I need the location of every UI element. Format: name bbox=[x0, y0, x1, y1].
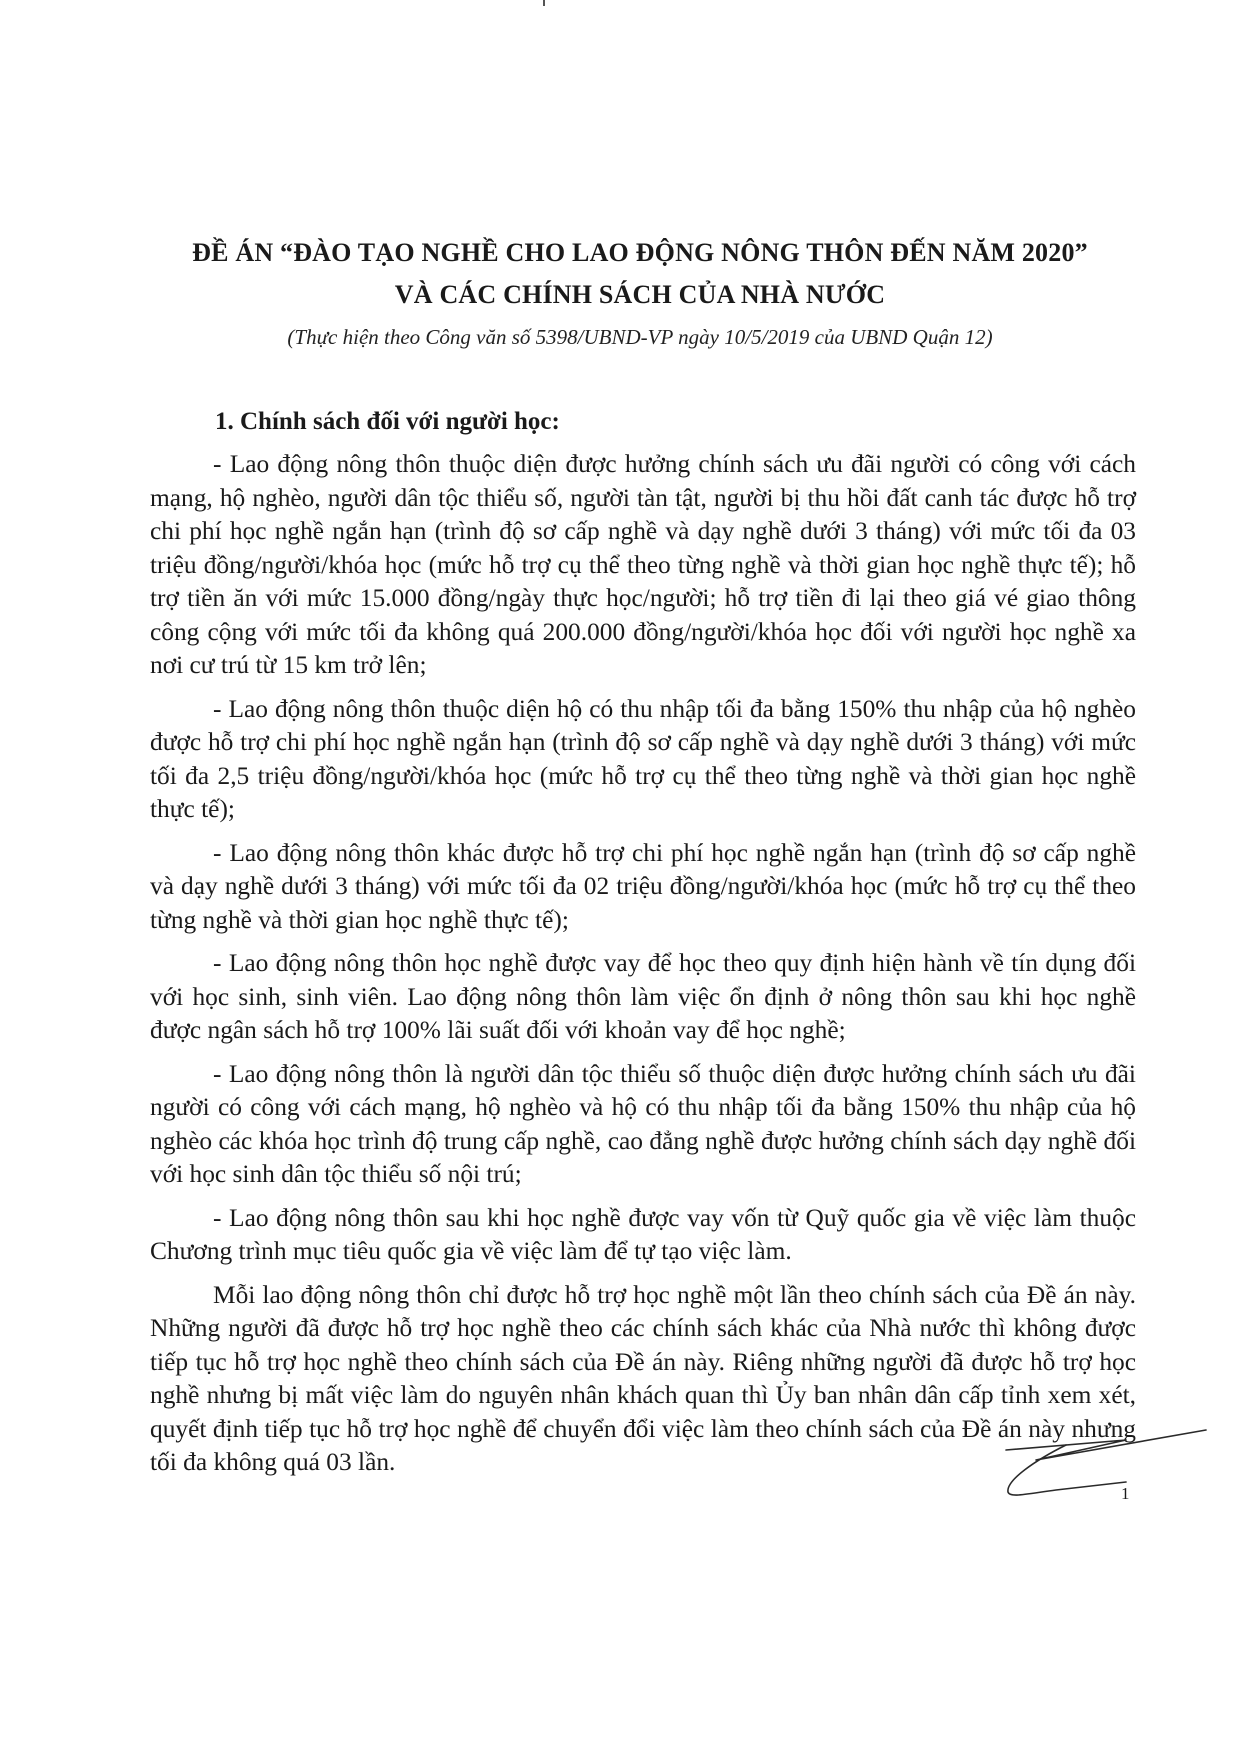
paragraph-policy-other-workers: - Lao động nông thôn khác được hỗ trợ chi phí học nghề ngắn hạn (trình độ sơ cấp nghề và dạy nghề dưới 3 tháng) với mức tối đa 02 triệu đồng/người/khóa học (mức hỗ trợ cụ thể theo từng nghề và thời gian học nghề thực tế); bbox=[150, 838, 1136, 934]
paragraph-policy-ethnic-minority: - Lao động nông thôn là người dân tộc thiểu số thuộc diện được hưởng chính sách ưu đãi người có công với cách mạng, hộ nghèo và hộ có thu nhập tối đa bằng 150% thu nhập của hộ nghèo các khóa học trình độ trung cấp nghề, cao đẳng nghề được hưởng chính sách dạy nghề đối với học sinh dân tộc thiểu số nội trú; bbox=[150, 1059, 1136, 1188]
paragraph-policy-employment-fund: - Lao động nông thôn sau khi học nghề được vay vốn từ Quỹ quốc gia về việc làm thuộc Chương trình mục tiêu quốc gia về việc làm để tự tạo việc làm. bbox=[150, 1203, 1136, 1265]
document-subtitle: (Thực hiện theo Công văn số 5398/UBND-VP ngày 10/5/2019 của UBND Quận 12) bbox=[287, 325, 993, 349]
document-title-line-2: VÀ CÁC CHÍNH SÁCH CỦA NHÀ NƯỚC bbox=[394, 280, 886, 309]
paragraph-policy-near-poor: - Lao động nông thôn thuộc diện hộ có thu nhập tối đa bằng 150% thu nhập của hộ nghèo được hỗ trợ chi phí học nghề ngắn hạn (trình độ sơ cấp nghề và dạy nghề dưới 3 tháng) với mức tối đa 2,5 triệu đồng/người/khóa học (mức hỗ trợ cụ thể theo từng nghề và thời gian học nghề thực tế); bbox=[150, 694, 1136, 823]
page-number: 1 bbox=[1121, 1484, 1130, 1503]
signature-initials bbox=[996, 1390, 1216, 1500]
paragraph-support-once: Mỗi lao động nông thôn chỉ được hỗ trợ học nghề một lần theo chính sách của Đề án này. Những người đã được hỗ trợ học nghề theo các chính sách khác của Nhà nước thì không được tiếp tục hỗ trợ học nghề theo chính sách của Đề án này. Riêng những người đã được hỗ trợ học nghề nhưng bị mất việc làm do nguyên nhân khách quan thì Ủy ban nhân dân cấp tỉnh xem xét, quyết định tiếp tục hỗ trợ học nghề để chuyển đổi việc làm theo chính sách của Đề án này nhưng tối đa không quá 03 lần. bbox=[150, 1280, 1136, 1476]
section-heading: 1. Chính sách đối với người học: bbox=[215, 408, 560, 435]
paragraph-policy-student-loans: - Lao động nông thôn học nghề được vay để học theo quy định hiện hành về tín dụng đối với học sinh, sinh viên. Lao động nông thôn làm việc ổn định ở nông thôn sau khi học nghề được ngân sách hỗ trợ 100% lãi suất đối với khoản vay để học nghề; bbox=[150, 949, 1136, 1044]
document-title-line-1: ĐỀ ÁN “ĐÀO TẠO NGHỀ CHO LAO ĐỘNG NÔNG THÔN ĐẾN NĂM 2020” bbox=[192, 238, 1088, 267]
scan-mark bbox=[543, 0, 545, 6]
document-body bbox=[150, 448, 1136, 1490]
paragraph-policy-preferential: - Lao động nông thôn thuộc diện được hưởng chính sách ưu đãi người có công với cách mạng, hộ nghèo, người dân tộc thiểu số, người tàn tật, người bị thu hồi đất canh tác được hỗ trợ chi phí học nghề ngắn hạn (trình độ sơ cấp nghề và dạy nghề dưới 3 tháng) với mức tối đa 03 triệu đồng/người/khóa học (mức hỗ trợ cụ thể theo từng nghề và thời gian học nghề thực tế); hỗ trợ tiền ăn với mức 15.000 đồng/ngày thực học/người; hỗ trợ tiền đi lại theo giá vé giao thông công cộng với mức tối đa không quá 200.000 đồng/người/khóa học đối với người học nghề xa nơi cư trú từ 15 km trở lên; bbox=[150, 450, 1136, 679]
